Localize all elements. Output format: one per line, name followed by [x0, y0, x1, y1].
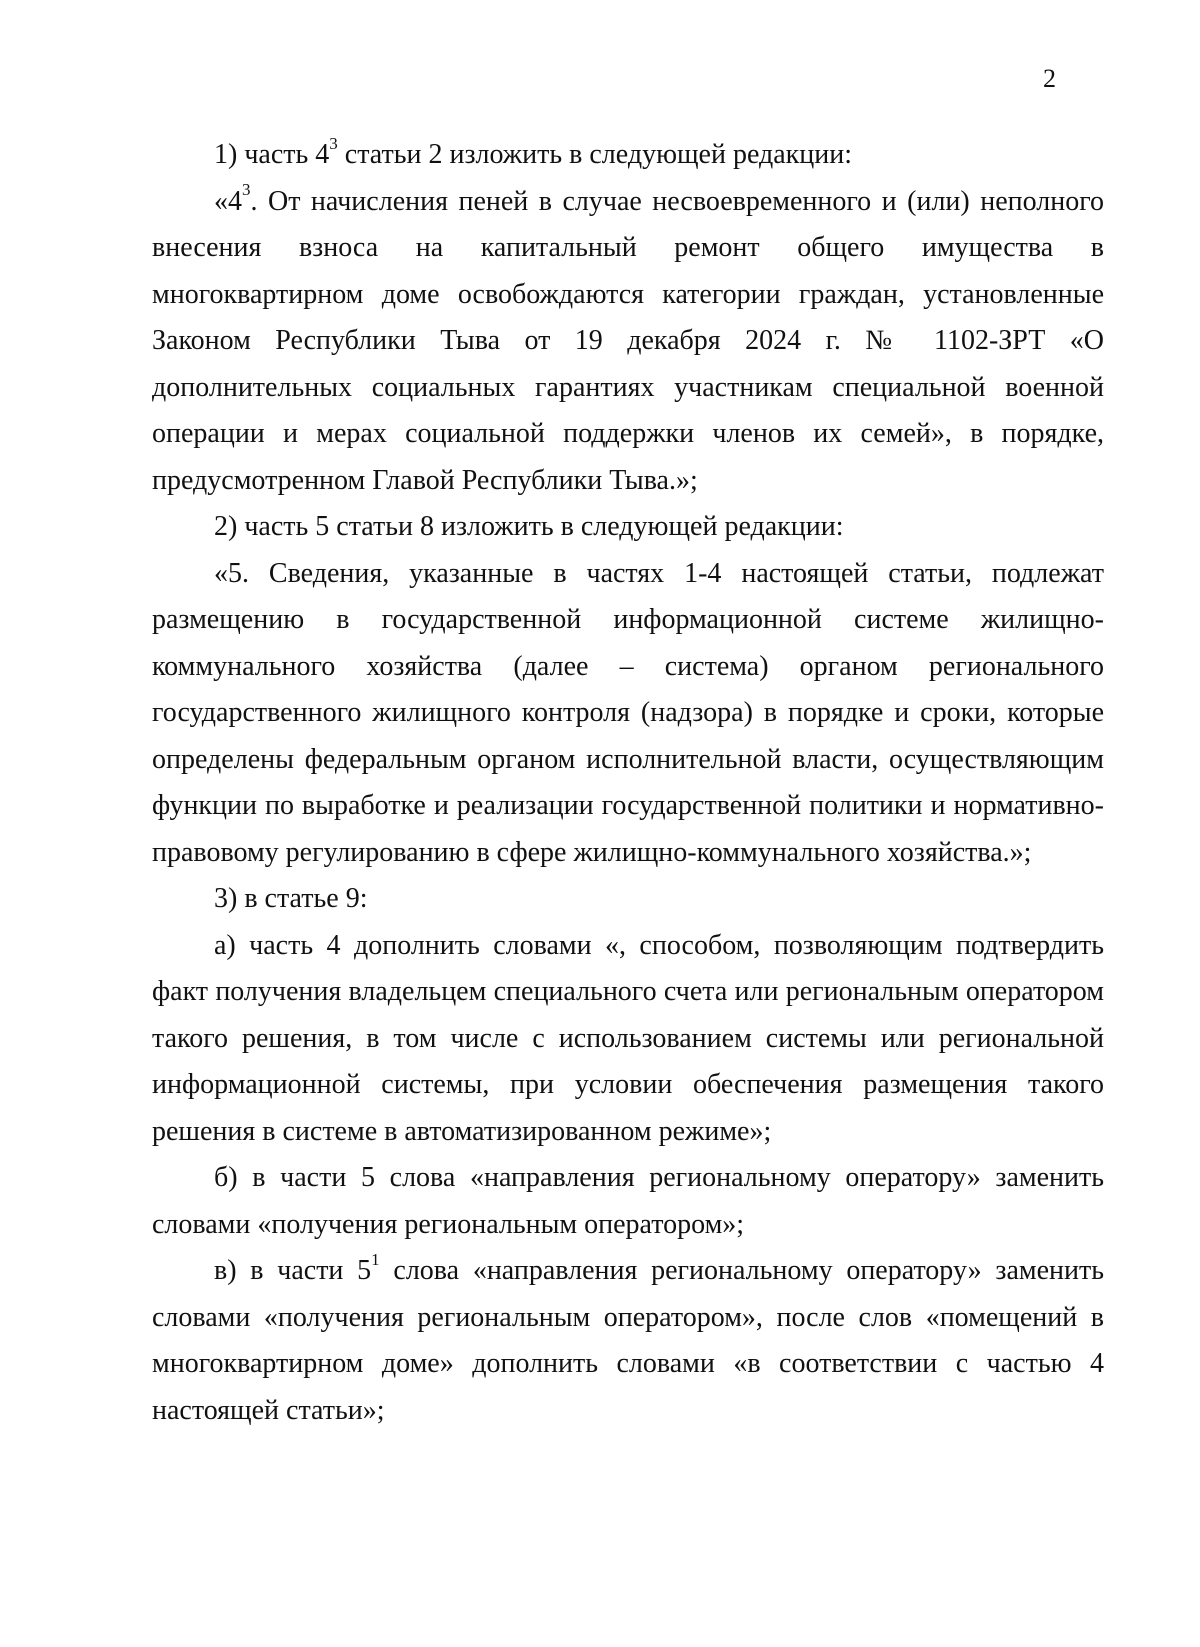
paragraph-subitem-b: [152, 1155, 1104, 1248]
paragraph-text: в) в части 5: [214, 1255, 372, 1286]
paragraph-item-3: [152, 876, 1104, 923]
document-body: [152, 132, 1104, 1434]
paragraph-text: «5. Сведения, указанные в частях 1-4 настоящей статьи, подлежат размещению в государственной информационной системе жилищно-коммунального хозяйства (далее – система) органом регионального государственного жилищного контроля (надзора) в порядке и сроки, которые определены федеральным органом исполнительной власти, осуществляющим функции по выработке и реализации государственной политики и нормативно-правовому регулированию в сфере жилищно-коммунального хозяйства.»;: [152, 557, 1104, 868]
paragraph-text: а) часть 4 дополнить словами «, способом, позволяющим подтвердить факт получения владельцем специального счета или региональным оператором такого решения, в том числе с использованием системы или региональной информационной системы, при условии обеспечения размещения такого решения в системе в автоматизированном режиме»;: [152, 929, 1104, 1147]
paragraph-subitem-a: [152, 923, 1104, 1156]
paragraph-item-1-text: [152, 179, 1104, 505]
paragraph-text: б) в части 5 слова «направления региональному оператору» заменить словами «получения региональным оператором»;: [152, 1162, 1104, 1240]
page-number: 2: [1043, 64, 1056, 93]
superscript: 3: [242, 180, 251, 200]
paragraph-text: . От начисления пеней в случае несвоевременного и (или) неполного внесения взноса на капитальный ремонт общего имущества в многоквартирном доме освобождаются категории граждан, установленные Законом Республики Тыва от 19 декабря 2024 г. № 1102-ЗРТ «О дополнительных социальных гарантиях участникам специальной военной операции и мерах социальной поддержки членов их семей», в порядке, предусмотренном Главой Республики Тыва.»;: [152, 185, 1104, 496]
paragraph-item-2: [152, 504, 1104, 551]
superscript: 3: [329, 133, 338, 153]
superscript: 1: [371, 1249, 380, 1269]
paragraph-item-1: [152, 132, 1104, 179]
paragraph-text: статьи 2 изложить в следующей редакции:: [337, 139, 853, 170]
paragraph-text: 2) часть 5 статьи 8 изложить в следующей редакции:: [214, 511, 844, 542]
paragraph-text: слова «направления региональному оператору» заменить словами «получения региональным оператором», после слов «помещений в многоквартирном доме» дополнить словами «в соответствии с частью 4 настоящей статьи»;: [152, 1255, 1104, 1426]
paragraph-subitem-v: [152, 1248, 1104, 1434]
paragraph-item-2-text: [152, 551, 1104, 877]
paragraph-text: 3) в статье 9:: [214, 883, 368, 914]
paragraph-text: «4: [214, 185, 242, 217]
paragraph-text: 1) часть 4: [214, 139, 330, 170]
